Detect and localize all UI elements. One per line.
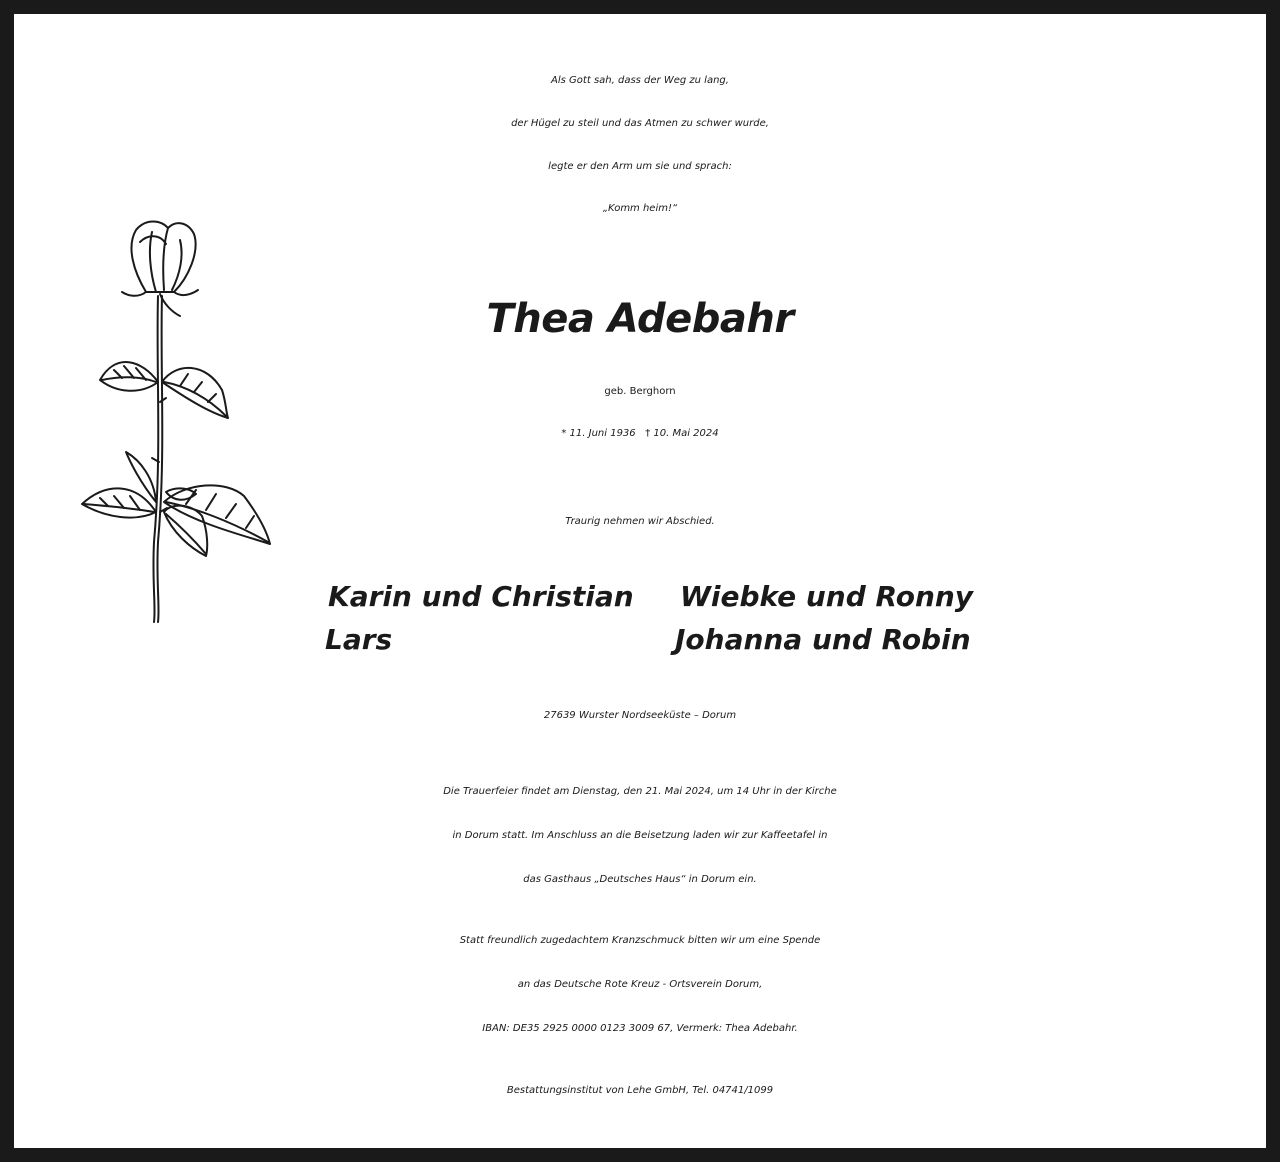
family-left-1: Karin und Christian [328, 580, 634, 613]
life-dates [0, 428, 1280, 439]
funeral-line-2: in Dorum statt. Im Anschluss an die Beisetzung laden wir zur Kaffeetafel in [452, 830, 828, 841]
family-left-2: Lars [325, 623, 393, 656]
birth-date: * 11. Juni 1936 [561, 428, 636, 439]
verse-line-3: legte er den Arm um sie und sprach: [548, 161, 732, 172]
death-cross-icon: † [645, 428, 651, 439]
birth-name: geb. Berghorn [604, 386, 676, 397]
mourning-statement: Traurig nehmen wir Abschied. [565, 516, 715, 527]
death-date: 10. Mai 2024 [653, 428, 719, 439]
funeral-home-footer: Bestattungsinstitut von Lehe GmbH, Tel. 04741/1099 [506, 1085, 774, 1096]
residence: 27639 Wurster Nordseeküste – Dorum [543, 710, 737, 721]
funeral-line-3: das Gasthaus „Deutsches Haus“ in Dorum ein. [523, 874, 757, 885]
donation-line-2: an das Deutsche Rote Kreuz - Ortsverein Dorum, [517, 979, 763, 990]
verse-line-2: der Hügel zu steil und das Atmen zu schwer wurde, [511, 118, 769, 129]
verse-line-1: Als Gott sah, dass der Weg zu lang, [551, 75, 729, 86]
donation-line-1: Statt freundlich zugedachtem Kranzschmuck bitten wir um eine Spende [459, 935, 821, 946]
verse-line-4: „Komm heim!“ [602, 203, 678, 214]
family-right-2: Johanna und Robin [675, 623, 971, 656]
deceased-name: Thea Adebahr [486, 296, 794, 342]
family-right-1: Wiebke und Ronny [680, 580, 974, 613]
donation-line-3: IBAN: DE35 2925 0000 0123 3009 67, Vermerk: Thea Adebahr. [482, 1023, 798, 1034]
funeral-line-1: Die Trauerfeier findet am Dienstag, den 21. Mai 2024, um 14 Uhr in der Kirche [443, 786, 837, 797]
rose-icon [76, 212, 276, 632]
